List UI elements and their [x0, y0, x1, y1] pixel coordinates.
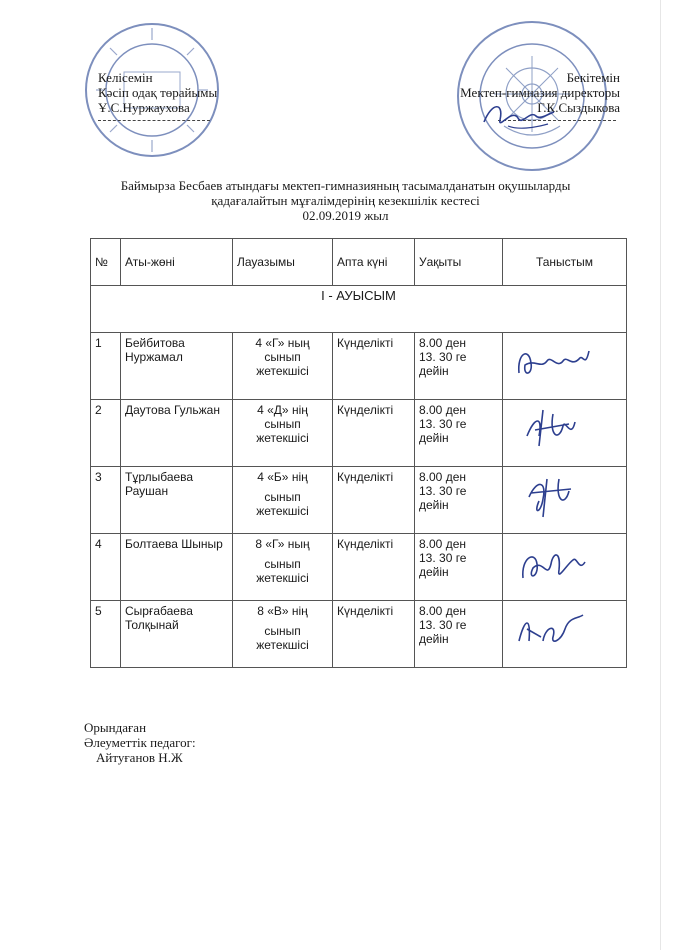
row-weekday: Күнделікті	[333, 601, 415, 668]
agree-block	[98, 70, 217, 115]
shift-label: І - АУЫСЫМ	[91, 286, 627, 333]
row-time: 8.00 ден 13. 30 ге дейін	[415, 534, 503, 601]
row-signature	[503, 601, 627, 668]
approve-label: Бекітемін	[566, 70, 620, 85]
handwritten-signature	[513, 473, 593, 521]
row-number: 2	[91, 400, 121, 467]
row-name: Тұрлыбаева Раушан	[121, 467, 233, 534]
page-edge-line	[660, 0, 661, 950]
row-time: 8.00 ден 13. 30 ге дейін	[415, 601, 503, 668]
duty-schedule-table	[90, 238, 627, 668]
row-weekday: Күнделікті	[333, 467, 415, 534]
row-signature	[503, 333, 627, 400]
row-number: 1	[91, 333, 121, 400]
table-row	[91, 400, 627, 467]
row-weekday: Күнделікті	[333, 333, 415, 400]
agree-name: Ұ.С.Нуржаухова	[98, 100, 190, 115]
row-time: 8.00 ден 13. 30 ге дейін	[415, 467, 503, 534]
row-number: 5	[91, 601, 121, 668]
footer-block	[84, 720, 196, 765]
agree-signature-line	[98, 120, 210, 121]
row-name: Даутова Гульжан	[121, 400, 233, 467]
header-name: Аты-жөні	[121, 239, 233, 286]
table-row	[91, 467, 627, 534]
footer-performed-by: Орындаған	[84, 720, 147, 735]
row-time: 8.00 ден 13. 30 ге дейін	[415, 400, 503, 467]
row-number: 3	[91, 467, 121, 534]
agree-label: Келісемін	[98, 70, 153, 85]
row-weekday: Күнделікті	[333, 534, 415, 601]
footer-name: Айтуғанов Н.Ж	[96, 750, 183, 765]
row-position: 8 «Г» ның сынып жетекшісі	[233, 534, 333, 601]
row-position: 4 «Д» нің сынып жетекшісі	[233, 400, 333, 467]
header-time: Уақыты	[415, 239, 503, 286]
row-signature	[503, 534, 627, 601]
approve-role: Мектеп-гимназия директоры	[460, 85, 620, 100]
row-position: 4 «Б» нің сынып жетекшісі	[233, 467, 333, 534]
header-acknowledged: Таныстым	[503, 239, 627, 286]
handwritten-signature	[513, 339, 593, 387]
header-weekday: Апта күні	[333, 239, 415, 286]
row-position: 8 «В» нің сынып жетекшісі	[233, 601, 333, 668]
table-header-row	[91, 239, 627, 286]
row-position: 4 «Г» ның сынып жетекшісі	[233, 333, 333, 400]
row-number: 4	[91, 534, 121, 601]
header-position: Лауазымы	[233, 239, 333, 286]
shift-row	[91, 286, 627, 333]
row-name: Болтаева Шыныр	[121, 534, 233, 601]
handwritten-signature	[513, 540, 593, 588]
document-title-line2: қадағалайтын мұғалімдерінің кезекшілік кестесі	[211, 193, 480, 208]
row-name: Бейбитова Нуржамал	[121, 333, 233, 400]
row-signature	[503, 400, 627, 467]
document-date: 02.09.2019 жыл	[302, 208, 389, 223]
handwritten-signature	[513, 607, 593, 655]
handwritten-signature	[513, 406, 593, 454]
row-time: 8.00 ден 13. 30 ге дейін	[415, 333, 503, 400]
director-signature	[478, 96, 558, 136]
approve-name: Г.К.Сыздыкова	[537, 100, 620, 115]
row-signature	[503, 467, 627, 534]
table-row	[91, 601, 627, 668]
row-name: Сырғабаева Толқынай	[121, 601, 233, 668]
footer-role: Әлеуметтік педагог:	[84, 735, 196, 750]
document-title-line1: Баймырза Бесбаев атындағы мектеп-гимназияның тасымалданатын оқушыларды	[120, 178, 571, 193]
table-row	[91, 534, 627, 601]
row-weekday: Күнделікті	[333, 400, 415, 467]
header-number: №	[91, 239, 121, 286]
agree-role: Кәсіп одақ төрайымы	[98, 85, 218, 100]
table-row	[91, 333, 627, 400]
